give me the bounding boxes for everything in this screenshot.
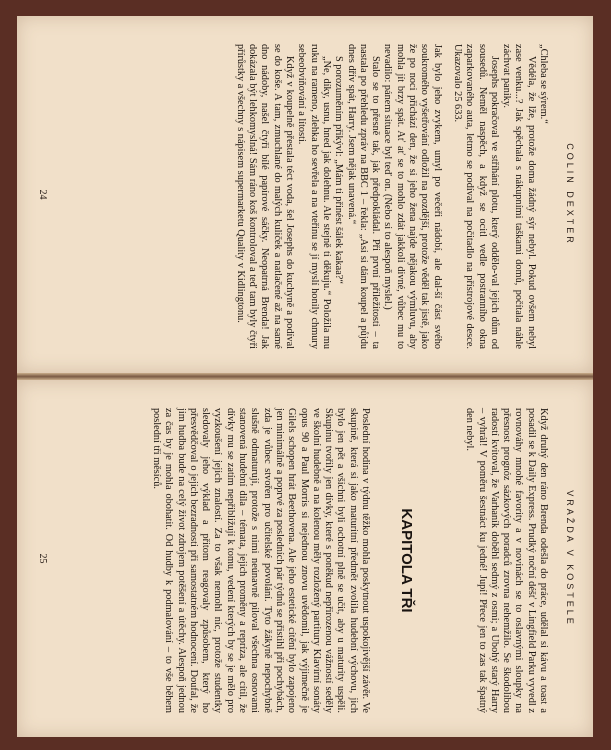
left-page-text — [234, 44, 549, 349]
left-page — [17, 16, 593, 373]
paragraph: Jak bylo jeho zvykem, umyl po večeři nádobí, ale dal-ší část svého soukromého vyšetřování odložil na pozdější, protože věděl tak jistě, jako že po noci přichází den, že si jeho žena najde nějakou výmluvu, aby mohla jít brzy spát. Ať ať se to mohlo zdát jakkoli divné, vůbec mu to nevadilo: pánem situace byl teď on. (Nebo si to alespoň myslel.) — [382, 44, 443, 349]
chapter-title: KAPITOLA TŘI — [398, 508, 415, 613]
paragraph: Stalo se to přesně tak, jak předpokládal. Při první příležitosti – ta nastala po přehledu zpráv na BBC 1 – řekla: „Asi si dám koupel a půjdu dnes dřív spát, Harry. Jsem nějak unavená.“ — [345, 44, 382, 349]
paragraph: S porozuměním přikývl: „Mám ti přinést šálek kakaa?“ — [333, 56, 345, 284]
paragraph: „Ne, díky, usnu, hned jak dolehnu. Ale stejně ti děkuju.“ Položila mu ruku na rameno, zlehka ho sevřela a na vteřinu se jí myslí honily chmury sebeobviňování a lítosti. — [296, 44, 332, 349]
paragraph: Vědéla, že lže, protože doma žádný sýr nebyl. Pokud ovšem nebyl zase venku...? Jak spěchala s nákupními taškami domů, počítala náhle záchvat paniky. — [501, 44, 537, 349]
right-page-header: VRAŽDA V KOSTELE — [565, 490, 575, 627]
paragraph: Když v koupelně přestala téct voda, šel Josephs do kuchyně a podíval se do koše. A tam, zmuchlané do malých kuliček a natlačené až na samé dno nádoby, našel čtyři bílé papírové sáčky. Neopatrná Brenda! Jak dokázala být lehkomyslná! Sám ráno koš kontroloval a teď tam byly čtyři přírůstky a všechny s nápisem supermarketu Quality v Kidlingtonu. — [234, 44, 296, 349]
paragraph: Když druhý den ráno Brenda odešla do práce, udělal si kávu a toast a posadil se k Daily Express. Prudký noční déšť v Lingfield Parku vyvedl z rovnováhy mnohé favority a v novinách se to oslavnými sloupky na přesnost prognóz sázkových poradců zrovna nehemžilo. Se škodolibou radostí kvitoval, že Varhaník doběhl sedmý z osmi; a Ubohý starý Harry – vyhrál! V poměru šestnáct ku jedné! Jupí! Přece jen to zas tak špatný den nebyl. — [464, 408, 549, 713]
right-page — [17, 380, 593, 737]
section-break — [443, 44, 451, 349]
paragraph: Poslední hodina v týdnu těžko mohla poskytnout uspokojivější závěr. Ve skupině, která si jako maturitní předmět zvolila hudební výchovu, jich bylo jen pět a všichni byli ochotní plně se učit, aby u maturity uspěli. Skupinu tvořily jen dívky, které s poněkud nepřirozenou vážností seděly ve školní hudebně a na kolenou měly rozložený partitury Klavírní sonáty opus 90 a Paul Morris si nejednou znovu uvědomil, jak výjimečně je Gilels schopen hrát Beethovena. Ale jeho estetické cítění bylo zapojeno jen minimálně a poprvé za posledních pár týdnů se přistihl při pochybách, zda je vůbec stvořen pro učitelské povolání. Tyto žákyně nepochybně slušně odmaturují, protože s nimi neúnavně piloval všechna osnovami stanovená hudební díla – témata, jejich proměny a repríza, ale cítil, že dívky mu se zatím nepřibližují k tomu, vedení kterých by se je mělo pro vyzkoušení jejich znalostí. Za to však nemohl nic, protože studentky sledovaly jeho výklad a přitom reagovaly způsobem, který ho přesvědčoval o jejich bezradnosti při samostatném hodnocení. Doufal, že jim hudba bude na celý život zdrojem potěšení a útěchy. Alespoň jednou za čas by je mohla obohatit. Od hudby k podmalování – to vše během poslední tři měsíců. — [150, 408, 371, 713]
book-gutter — [17, 373, 593, 380]
left-page-number: 24 — [37, 189, 48, 200]
right-page-number: 25 — [37, 553, 48, 564]
right-page-top-text — [463, 408, 549, 713]
right-page-chapter-text — [150, 408, 371, 713]
left-page-header: COLIN DEXTER — [565, 143, 575, 246]
paragraph: „Chleba se sýrem.“ — [538, 44, 549, 124]
paragraph: Josephs pokračoval ve stříhání plotu, který oddělo-val jejich dům od sousedů. Neměl naspěch, a když se ocitl vedle postranního okna zaparkovaného auta, letmo se podíval na počitadlo na přístrojové desce. Ukazovalo 25 633. — [451, 44, 500, 349]
